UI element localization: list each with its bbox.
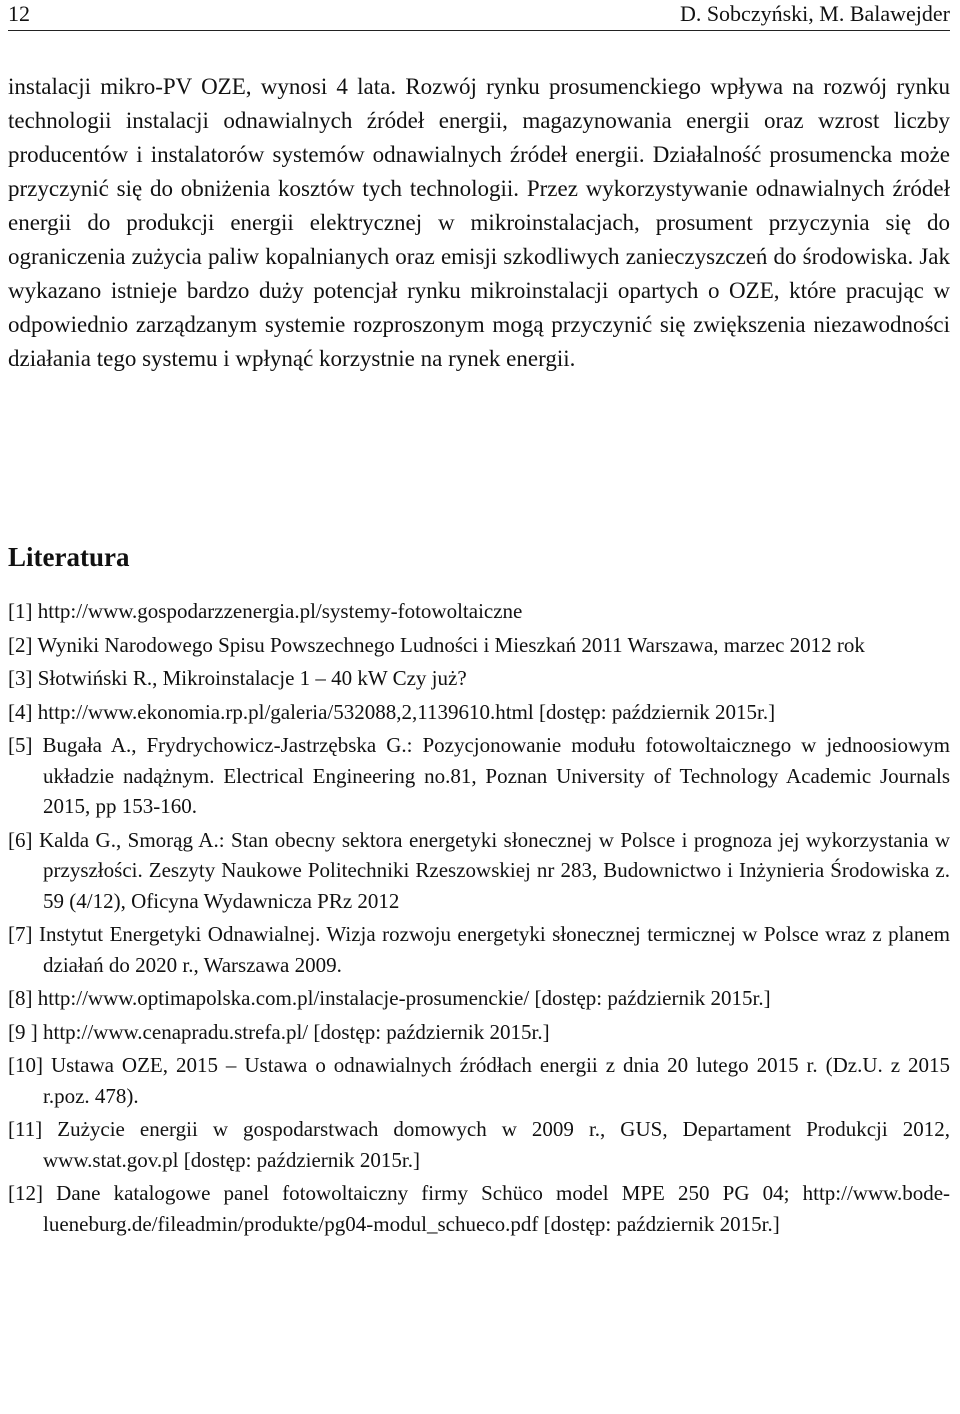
reference-text: http://www.ekonomia.rp.pl/galeria/532088,2,1139610.html [dostęp: październik 2015r.] <box>37 699 776 724</box>
reference-item <box>8 630 950 661</box>
reference-number: [7] <box>8 922 33 946</box>
reference-item <box>8 1114 950 1175</box>
reference-number: [11] <box>8 1117 43 1141</box>
reference-text: Dane katalogowe panel fotowoltaiczny firmy Schüco model MPE 250 PG 04; http://www.bode-lueneburg.de/fileadmin/produkte/pg04-modul_schueco.pdf [dostęp: październik 2015r.] <box>43 1181 951 1236</box>
reference-text: Wyniki Narodowego Spisu Powszechnego Ludności i Mieszkań 2011 Warszawa, marzec 2012 rok <box>37 632 865 657</box>
running-header <box>8 0 950 31</box>
reference-text: Słotwiński R., Mikroinstalacje 1 – 40 kW Czy już? <box>37 666 467 690</box>
reference-number: [3] <box>8 666 33 690</box>
page-number: 12 <box>8 1 30 26</box>
reference-number: [5] <box>8 733 33 757</box>
reference-number: [2] <box>8 632 33 657</box>
reference-text: http://www.cenapradu.strefa.pl/ [dostęp: październik 2015r.] <box>43 1019 550 1044</box>
reference-number: [6] <box>8 827 33 852</box>
reference-item <box>8 1050 950 1111</box>
reference-number: [9 ] <box>8 1019 38 1044</box>
reference-number: [1] <box>8 599 33 623</box>
reference-item <box>8 663 950 694</box>
reference-text: Bugała A., Frydrychowicz-Jastrzębska G.: Pozycjonowanie modułu fotowoltaicznego w jednoosiowym układzie nadążnym. Electrical Engineering no.81, Poznan University of Technology Academic Journals 2015, pp 153-160. <box>42 733 951 818</box>
reference-item <box>8 1178 950 1239</box>
reference-text: http://www.gospodarzzenergia.pl/systemy-fotowoltaiczne <box>37 599 523 623</box>
references-heading: Literatura <box>8 542 130 572</box>
reference-number: [10] <box>8 1053 43 1077</box>
reference-text: http://www.optimapolska.com.pl/instalacje-prosumenckie/ [dostęp: październik 2015r.] <box>37 986 771 1010</box>
reference-number: [4] <box>8 699 33 724</box>
reference-item <box>8 596 950 627</box>
reference-item <box>8 697 950 728</box>
reference-item <box>8 825 950 917</box>
references-list <box>8 596 950 1242</box>
reference-item <box>8 1017 950 1048</box>
body-paragraph: instalacji mikro-PV OZE, wynosi 4 lata. Rozwój rynku prosumenckiego wpływa na rozwój rynku technologii instalacji odnawialnych źródeł energii, magazynowania energii oraz wzrost liczby producentów i instalatorów systemów odnawialnych źródeł energii. Działalność prosumencka może przyczynić się do obniżenia kosztów tych technologii. Przez wykorzystywanie odnawialnych źródeł energii do produkcji energii elektrycznej w mikroinstalacjach, prosument przyczynia się do ograniczenia zużycia paliw kopalnianych oraz emisji szkodliwych zanieczyszczeń do środowiska. Jak wykazano istnieje bardzo duży potencjał rynku mikroinstalacji opartych o OZE, które pracując w odpowiednio zarządzanym systemie rozproszonym mogą przyczynić się zwiększenia niezawodności działania tego systemu i wpłynąć korzystnie na rynek energii. <box>8 74 950 371</box>
reference-number: [12] <box>8 1181 43 1205</box>
reference-item <box>8 983 950 1014</box>
reference-text: Zużycie energii w gospodarstwach domowych w 2009 r., GUS, Departament Produkcji 2012, www.stat.gov.pl [dostęp: październik 2015r.] <box>43 1117 951 1172</box>
reference-item <box>8 919 950 980</box>
reference-text: Instytut Energetyki Odnawialnej. Wizja rozwoju energetyki słonecznej termicznej w Polsce wraz z planem działań do 2020 r., Warszawa 2009. <box>38 922 950 977</box>
reference-text: Ustawa OZE, 2015 – Ustawa o odnawialnych źródłach energii z dnia 20 lutego 2015 r. (Dz.U. z 2015 r.poz. 478). <box>43 1053 950 1108</box>
reference-number: [8] <box>8 986 33 1010</box>
running-head-authors: D. Sobczyński, M. Balawejder <box>679 1 950 26</box>
reference-text: Kalda G., Smorąg A.: Stan obecny sektora energetyki słonecznej w Polsce i prognoza jej wykorzystania w przyszłości. Zeszyty Naukowe Politechniki Rzeszowskiej nr 283, Budownictwo i Inżynieria Środowiska z. 59 (4/12), Oficyna Wydawnicza PRz 2012 <box>38 827 950 913</box>
reference-item <box>8 730 950 822</box>
